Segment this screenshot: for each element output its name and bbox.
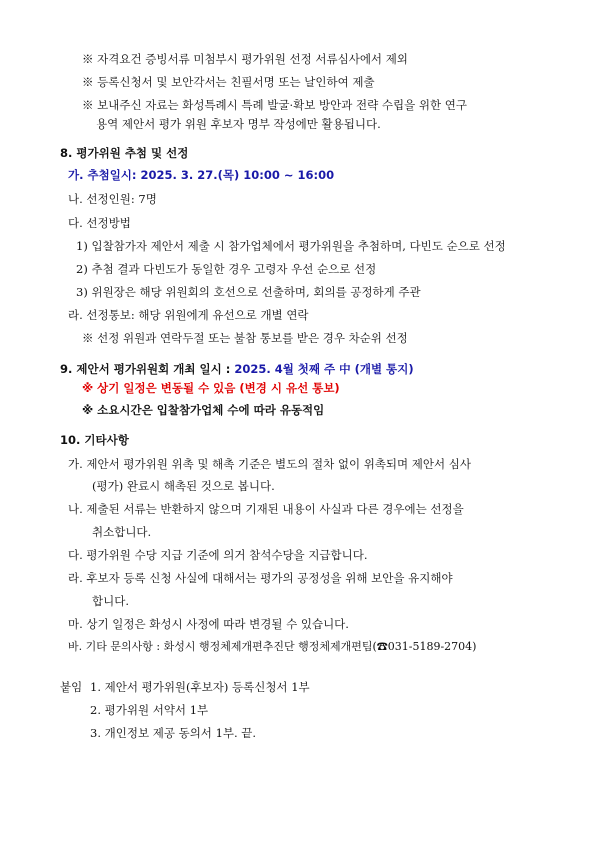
misc-item: 다. 평가위원 수당 지급 기준에 의거 참석수당을 지급합니다. xyxy=(68,548,368,562)
misc-item: 나. 제출된 서류는 반환하지 않으며 기재된 내용이 사실과 다른 경우에는 선정을 xyxy=(68,502,464,516)
method-item: 2) 추첨 결과 다빈도가 동일한 경우 고령자 우선 순으로 선정 xyxy=(76,262,377,276)
attachment-item: 2. 평가위원 서약서 1부 xyxy=(90,703,209,717)
notify-note: ※ 선정 위원과 연락두절 또는 불참 통보를 받은 경우 차순위 선정 xyxy=(82,331,408,345)
selection-notify: 라. 선정통보: 해당 위원에게 유선으로 개별 연락 xyxy=(68,308,309,322)
method-item: 1) 입찰참가자 제안서 제출 시 참가업체에서 평가위원을 추첨하며, 다빈도 순으로 선정 xyxy=(76,239,506,253)
method-item: 3) 위원장은 해당 위원회의 호선으로 선출하며, 회의를 공정하게 주관 xyxy=(76,285,421,299)
section8-title: 8. 평가위원 추첨 및 선정 xyxy=(60,146,189,160)
misc-item-cont: 취소합니다. xyxy=(92,525,152,539)
misc-item-cont: 합니다. xyxy=(92,594,129,608)
section9-title xyxy=(60,361,414,377)
lottery-date: 가. 추첨일시: 2025. 3. 27.(목) 10:00 ~ 16:00 xyxy=(68,168,335,182)
misc-item: 가. 제안서 평가위원 위촉 및 해촉 기준은 별도의 절차 없이 위촉되며 제안서 심사 xyxy=(68,457,472,471)
section9-title-prefix: 9. 제안서 평가위원회 개최 일시 : xyxy=(60,362,235,376)
note-usage: ※ 보내주신 자료는 화성특례시 특례 발굴·확보 방안과 전략 수립을 위한 연구 xyxy=(82,98,467,112)
misc-item: 마. 상기 일정은 화성시 사정에 따라 변경될 수 있습니다. xyxy=(68,617,349,631)
section10-title: 10. 기타사항 xyxy=(60,433,129,447)
attachment-label: 붙임 xyxy=(60,680,83,694)
section9-date: 2025. 4월 첫째 주 中 (개별 통지) xyxy=(234,362,414,376)
selection-method-title: 다. 선정방법 xyxy=(68,216,131,230)
misc-item-cont: (평가) 완료시 해촉된 것으로 봅니다. xyxy=(92,479,275,493)
contact-item: 바. 기타 문의사항 : 화성시 행정체제개편추진단 행정체제개편팀(☎031-5189-2704) xyxy=(68,640,477,653)
misc-item: 라. 후보자 등록 신청 사실에 대해서는 평가의 공정성을 위해 보안을 유지해야 xyxy=(68,571,453,585)
schedule-change-note: ※ 상기 일정은 변동될 수 있음 (변경 시 유선 통보) xyxy=(82,381,340,395)
attachment-item: 3. 개인정보 제공 동의서 1부. 끝. xyxy=(90,726,257,740)
attachment-item: 1. 제안서 평가위원(후보자) 등록신청서 1부 xyxy=(90,680,310,694)
note-exclusion: ※ 자격요건 증빙서류 미첨부시 평가위원 선정 서류심사에서 제외 xyxy=(82,52,408,66)
note-signature: ※ 등록신청서 및 보안각서는 친필서명 또는 날인하여 제출 xyxy=(82,75,375,89)
note-usage-cont: 용역 제안서 평가 위원 후보자 명부 작성에만 활용됩니다. xyxy=(96,117,381,131)
selection-count: 나. 선정인원: 7명 xyxy=(68,192,157,206)
duration-note: ※ 소요시간은 입찰참가업체 수에 따라 유동적임 xyxy=(82,403,325,417)
